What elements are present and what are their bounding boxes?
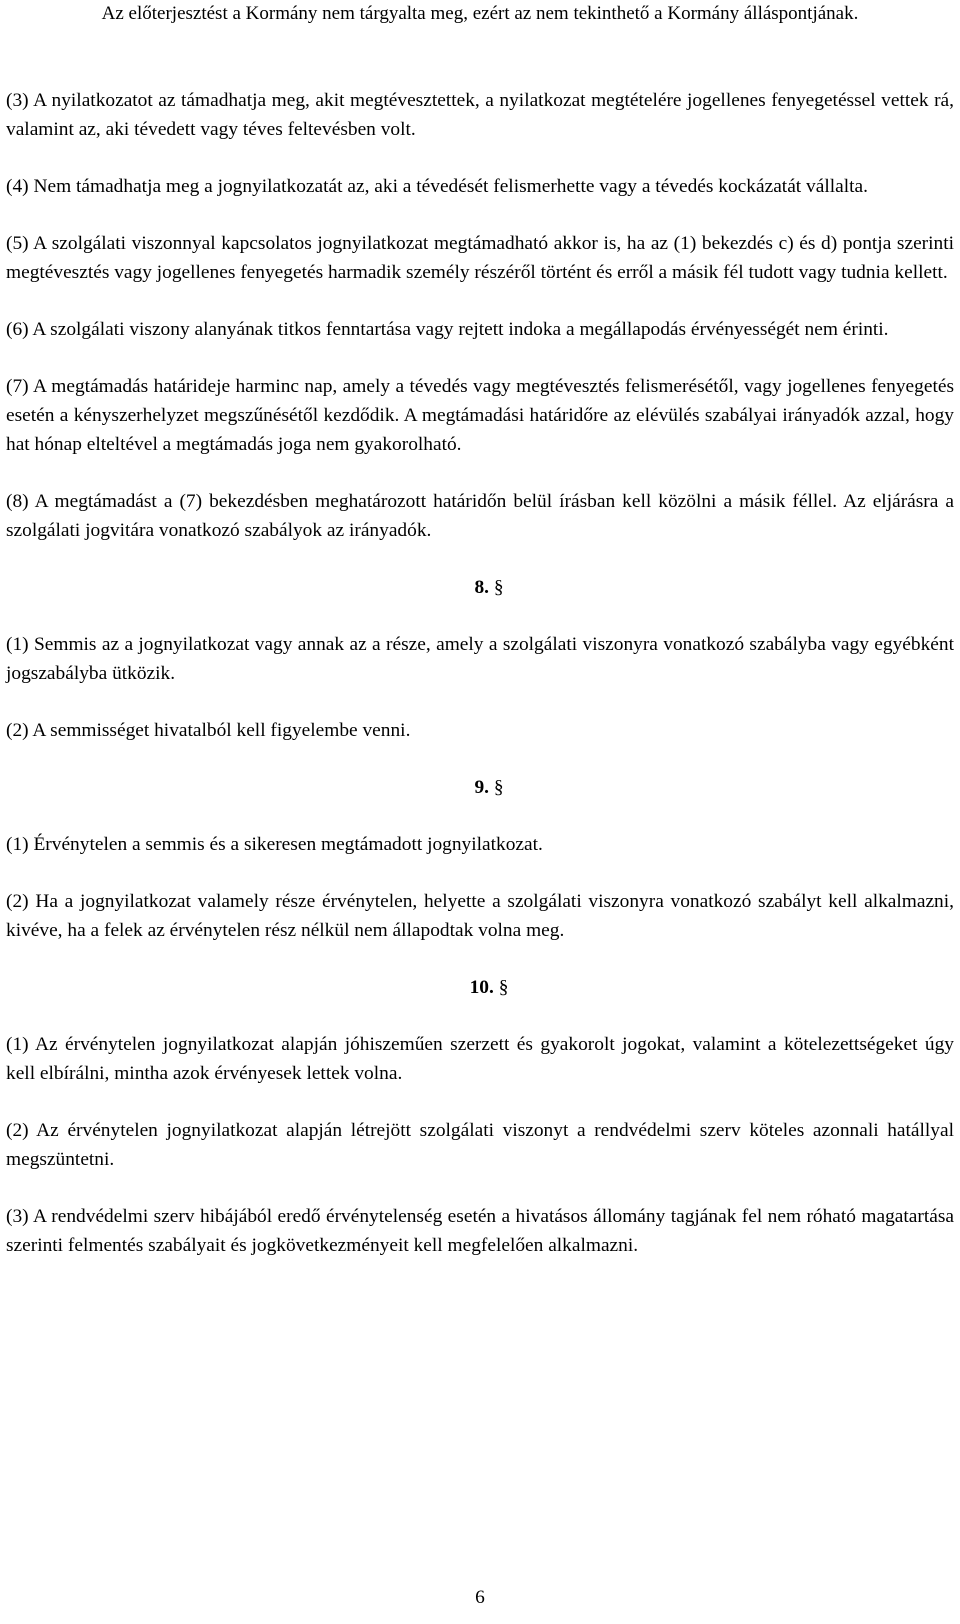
- section-symbol: §: [493, 777, 504, 798]
- section-symbol: §: [493, 577, 504, 598]
- document-body: [6, 86, 954, 1288]
- section-number: 8.: [474, 577, 489, 598]
- paragraph: (7) A megtámadás határideje harminc nap, amely a tévedés vagy megtévesztés felismerésétől, vagy jogellenes fenyegetés esetén a kényszerhelyzet megszűnésétől kezdődik. A megtámadási határidőre az elévülés szabályai irányadók azzal, hogy hat hónap elteltével a megtámadás joga nem gyakorolható.: [6, 376, 954, 455]
- paragraph: (2) A semmisséget hivatalból kell figyelembe venni.: [6, 720, 411, 741]
- section-symbol: §: [498, 977, 509, 998]
- section-heading: [6, 973, 954, 1002]
- section-heading: [6, 773, 954, 802]
- paragraph: (8) A megtámadást a (7) bekezdésben meghatározott határidőn belül írásban kell közölni a másik féllel. Az eljárásra a szolgálati jogvitára vonatkozó szabályok az irányadók.: [6, 491, 954, 541]
- paragraph: (5) A szolgálati viszonnyal kapcsolatos jognyilatkozat megtámadható akkor is, ha az (1) bekezdés c) és d) pontja szerinti megtévesztés vagy jogellenes fenyegetés harmadik személy részéről történt és erről a másik fél tudott vagy tudnia kellett.: [6, 233, 954, 283]
- paragraph: (6) A szolgálati viszony alanyának titkos fenntartása vagy rejtett indoka a megállapodás érvényességét nem érinti.: [6, 319, 889, 340]
- section-heading: [6, 573, 954, 602]
- page-header-notice: Az előterjesztést a Kormány nem tárgyalta meg, ezért az nem tekinthető a Kormány álláspontjának.: [101, 3, 859, 24]
- paragraph: (1) Semmis az a jognyilatkozat vagy annak az a része, amely a szolgálati viszonyra vonatkozó szabályba vagy egyébként jogszabályba ütközik.: [6, 634, 954, 684]
- paragraph: (4) Nem támadhatja meg a jognyilatkozatát az, aki a tévedését felismerhette vagy a tévedés kockázatát vállalta.: [6, 176, 868, 197]
- paragraph: (3) A rendvédelmi szerv hibájából eredő érvénytelenség esetén a hivatásos állomány tagjának fel nem róható magatartása szerinti felmentés szabályait és jogkövetkezményeit kell megfelelően alkalmazni.: [6, 1206, 954, 1256]
- paragraph: (1) Az érvénytelen jognyilatkozat alapján jóhiszeműen szerzett és gyakorolt jogokat, valamint a kötelezettségeket úgy kell elbírálni, mintha azok érvényesek lettek volna.: [6, 1034, 954, 1084]
- section-number: 9.: [474, 777, 489, 798]
- paragraph: (1) Érvénytelen a semmis és a sikeresen megtámadott jognyilatkozat.: [6, 834, 543, 855]
- page-number: 6: [475, 1587, 485, 1608]
- paragraph: (2) Az érvénytelen jognyilatkozat alapján létrejött szolgálati viszonyt a rendvédelmi szerv köteles azonnali hatállyal megszüntetni.: [6, 1120, 954, 1170]
- section-number: 10.: [469, 977, 494, 998]
- paragraph: (3) A nyilatkozatot az támadhatja meg, akit megtévesztettek, a nyilatkozat megtételére jogellenes fenyegetéssel vettek rá, valamint az, aki tévedett vagy téves feltevésben volt.: [6, 90, 954, 140]
- paragraph: (2) Ha a jognyilatkozat valamely része érvénytelen, helyette a szolgálati viszonyra vonatkozó szabályt kell alkalmazni, kivéve, ha a felek az érvénytelen rész nélkül nem állapodtak volna meg.: [6, 891, 954, 941]
